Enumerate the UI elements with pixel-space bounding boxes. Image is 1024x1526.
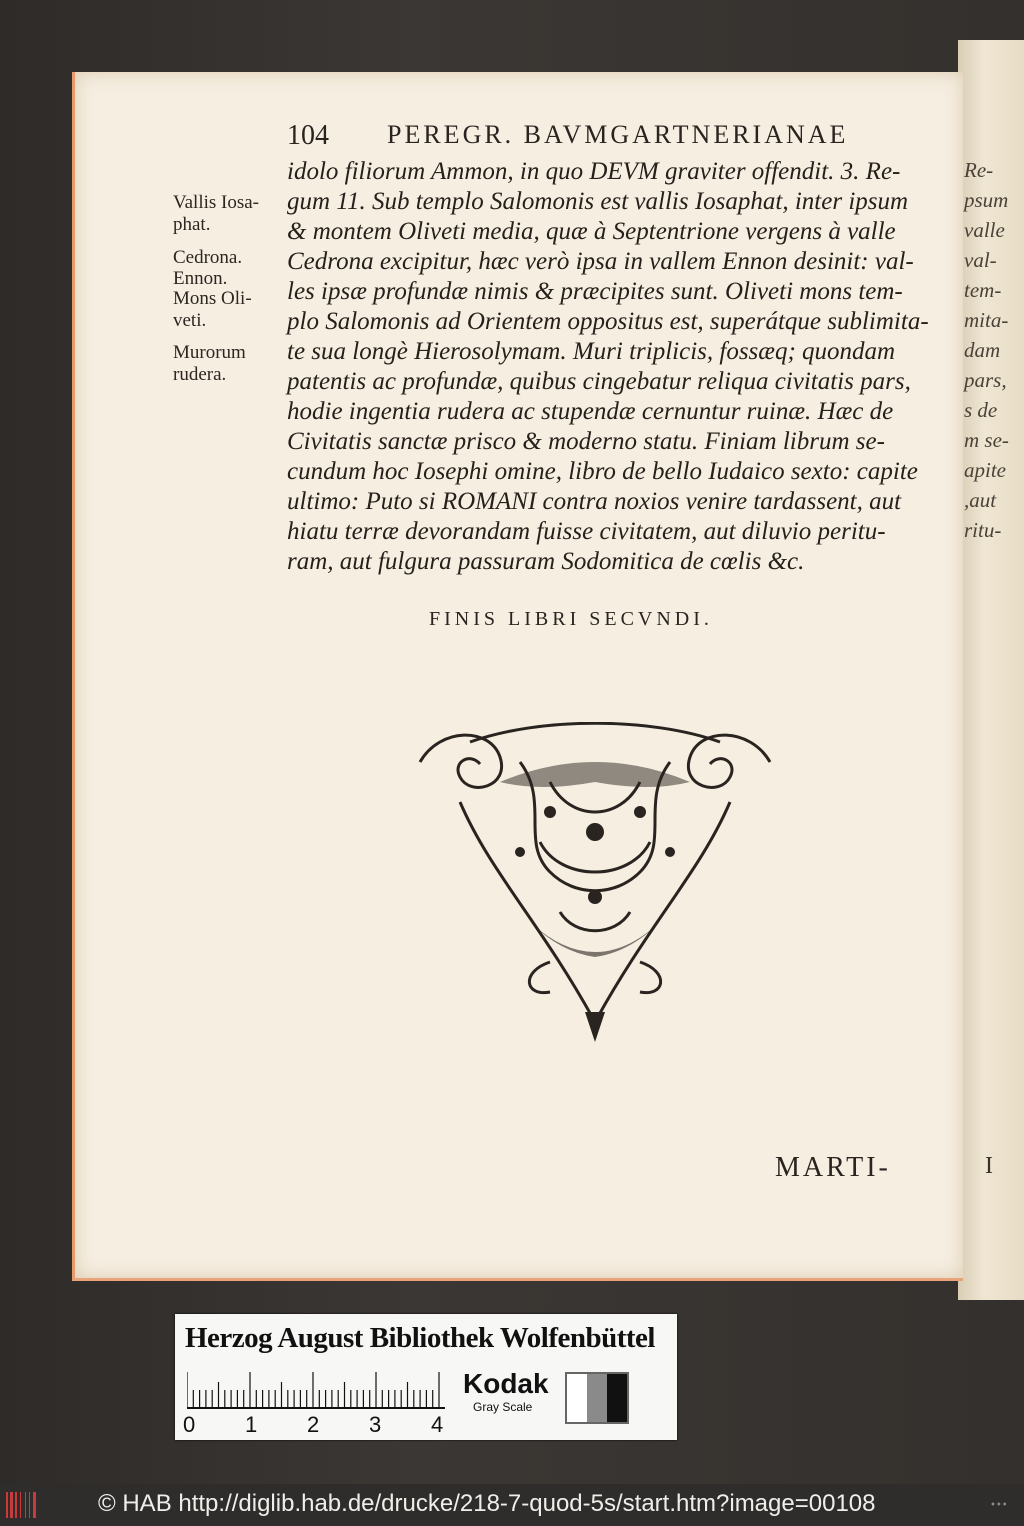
neighbor-fragment: mita- <box>964 308 1009 332</box>
body-line: hodie ingentia rudera ac stupendæ cernuntur ruinæ. Hæc de <box>287 398 894 425</box>
neighbor-fragment: tem- <box>964 278 1002 302</box>
marginal-note: Cedrona. <box>173 247 243 268</box>
scale-label: 4 <box>431 1412 444 1437</box>
scale-label: 1 <box>245 1412 258 1437</box>
gray-swatch <box>587 1374 607 1422</box>
marginal-note: veti. <box>173 310 207 331</box>
gray-swatch <box>607 1374 627 1422</box>
neighbor-fragment: m se- <box>964 428 1009 452</box>
body-line: idolo filiorum Ammon, in quo DEVM graviter offendit. 3. Re- <box>287 158 901 185</box>
gray-swatch <box>567 1374 587 1422</box>
ornament-tailpiece <box>400 722 790 1052</box>
body-line: & montem Oliveti media, quæ à Septentrione vergens à valle <box>287 218 896 245</box>
neighbor-fragment: pars, <box>964 368 1007 392</box>
scale-label: 3 <box>369 1412 382 1437</box>
footer-url[interactable]: © HAB http://diglib.hab.de/drucke/218-7-quod-5s/start.htm?image=00108 <box>98 1490 876 1517</box>
marginal-note: Vallis Iosa- <box>173 192 260 213</box>
body-line: les ipsæ profundæ nimis & præcipites sunt. Oliveti mons tem- <box>287 278 903 305</box>
page-number: 104 <box>287 120 329 151</box>
marginal-note: rudera. <box>173 364 227 385</box>
neighbor-fragment: ritu- <box>964 518 1002 542</box>
body-line: patentis ac profundæ, quibus cingebatur reliqua civitatis pars, <box>287 368 911 395</box>
finis-heading: FINIS LIBRI SECVNDI. <box>429 608 713 630</box>
viewer-footer <box>0 1484 1024 1526</box>
color-chart <box>175 1314 677 1440</box>
body-line: gum 11. Sub templo Salomonis est vallis Iosaphat, inter ipsum <box>287 188 909 215</box>
body-line: plo Salomonis ad Orientem oppositus est, superátque sublimita- <box>287 308 929 335</box>
running-head: PEREGR. BAVMGARTNERIANAE <box>387 120 849 149</box>
body-line: Civitatis sanctæ prisco & moderno statu. Finiam librum se- <box>287 428 885 455</box>
institution-label: Herzog August Bibliothek Wolfenbüttel <box>185 1322 655 1354</box>
gray-swatches <box>565 1372 629 1424</box>
neighbor-fragment: valle <box>964 218 1005 242</box>
marginal-note: Ennon. <box>173 268 228 289</box>
neighbor-fragment: apite <box>964 458 1006 482</box>
marginal-note: Mons Oli- <box>173 288 252 309</box>
neighbor-fragment: s de <box>964 398 998 422</box>
body-line: ultimo: Puto si ROMANI contra noxios venire tardassent, aut <box>287 488 902 515</box>
scale-label: 2 <box>307 1412 320 1437</box>
body-line: hiatu terræ devorandam fuisse civitatem, aut diluvio peritu- <box>287 518 886 545</box>
neighbor-fragment: psum <box>964 188 1009 212</box>
neighbor-catchword: I <box>985 1153 993 1179</box>
neighbor-fragment: val- <box>964 248 997 272</box>
neighbor-fragment: dam <box>964 338 1001 362</box>
scale-ruler <box>187 1370 445 1410</box>
body-line: Cedrona excipitur, hæc verò ipsa in vallem Ennon desinit: val- <box>287 248 914 275</box>
scale-label: 0 <box>183 1412 196 1437</box>
neighbor-page-edge <box>958 40 1024 1300</box>
body-line: te sua longè Hierosolymam. Muri triplicis, fossæq; quondam <box>287 338 896 365</box>
barcode-icon <box>6 1492 46 1518</box>
catchword: MARTI- <box>775 1152 891 1183</box>
neighbor-fragment: Re- <box>964 158 994 182</box>
marginal-note: Murorum <box>173 342 246 363</box>
body-line: ram, aut fulgura passuram Sodomitica de cœlis &c. <box>287 548 805 575</box>
kodak-logo: Kodak <box>463 1368 549 1399</box>
footer-dots-icon: ••• <box>990 1500 1008 1511</box>
book-page <box>72 72 963 1281</box>
marginal-note: phat. <box>173 214 211 235</box>
neighbor-fragment: ,aut <box>964 488 997 512</box>
body-line: cundum hoc Iosephi omine, libro de bello Iudaico sexto: capite <box>287 458 918 485</box>
gray-scale-label: Gray Scale <box>473 1400 533 1414</box>
